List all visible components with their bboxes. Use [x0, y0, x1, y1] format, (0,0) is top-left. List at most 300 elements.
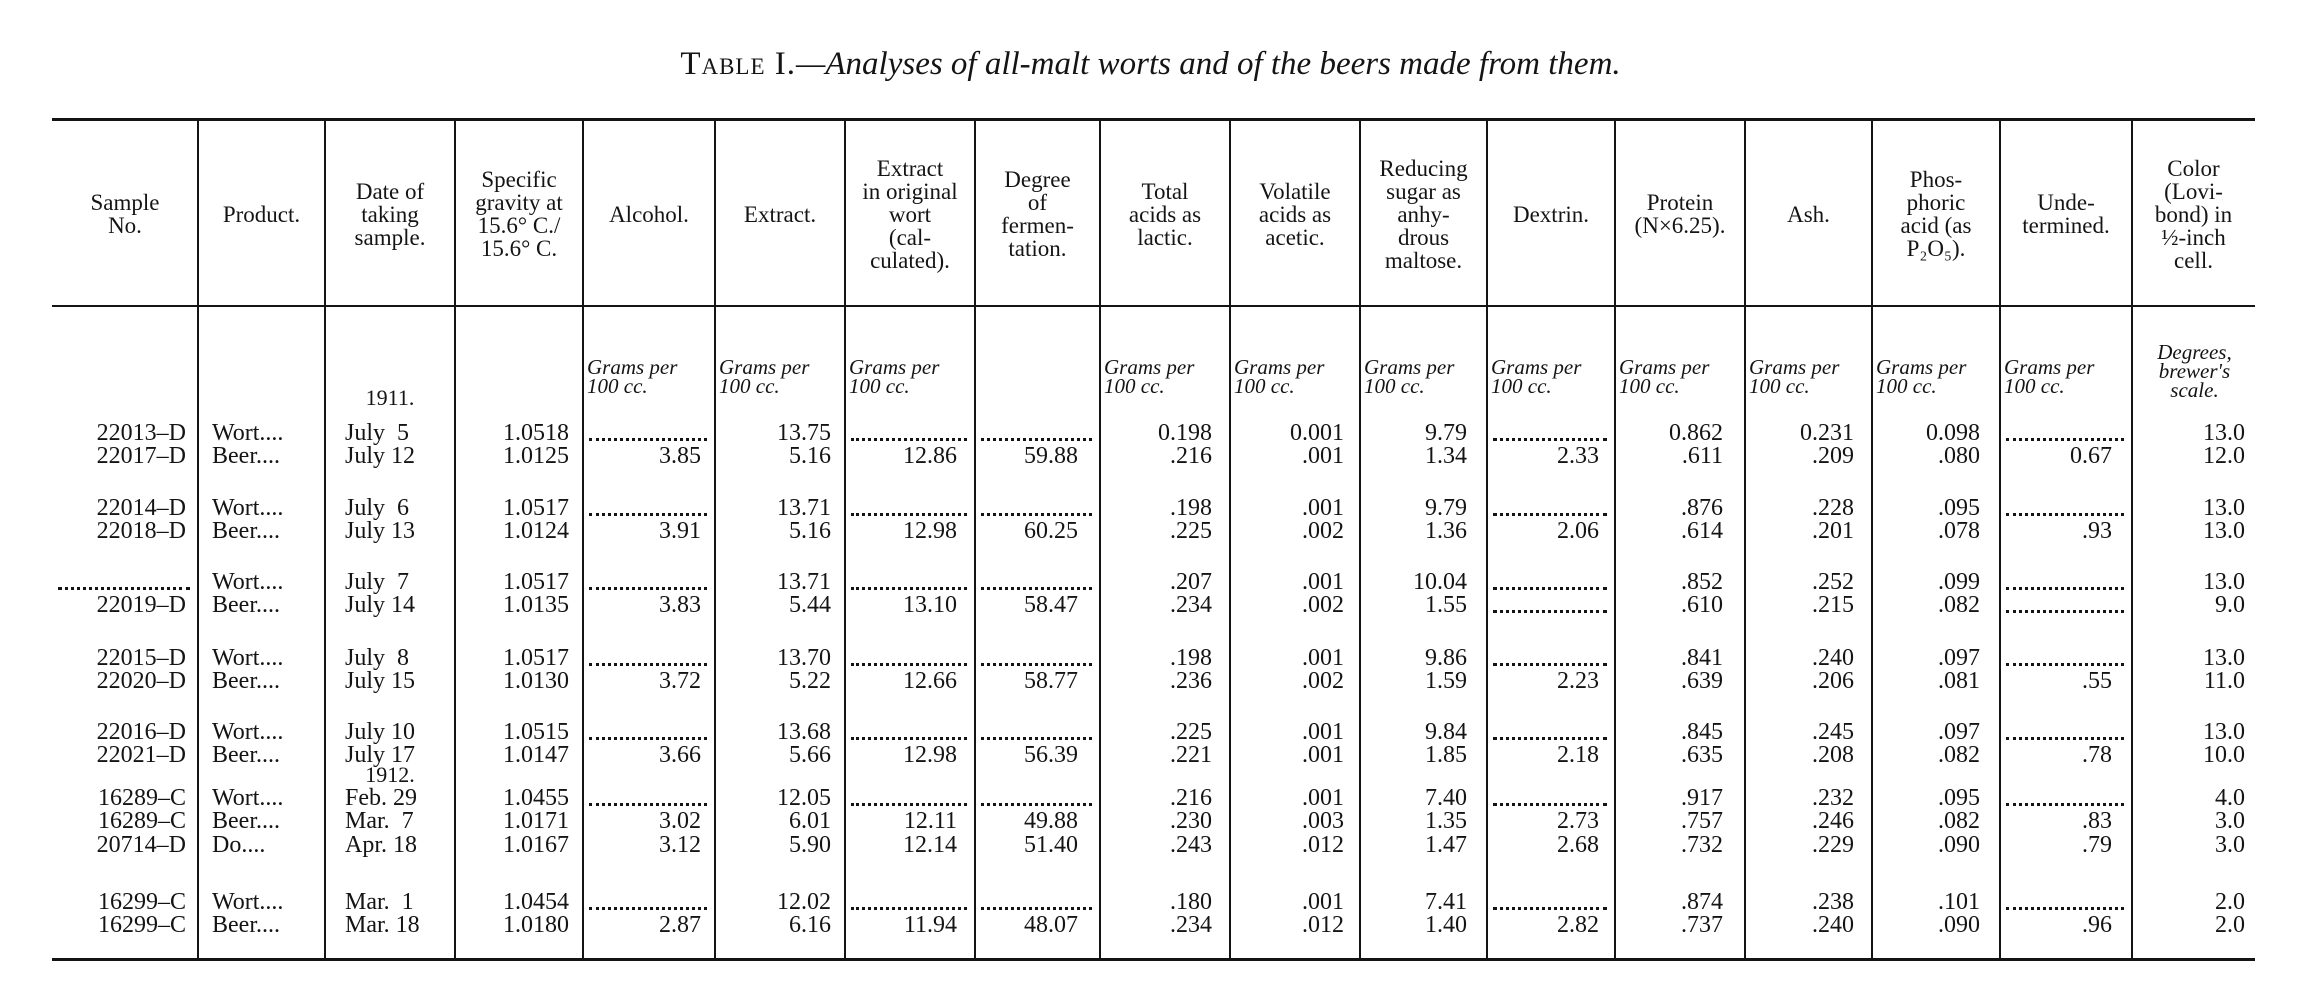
- cell-phosphoric: .097: [1938, 645, 1980, 671]
- cell-phosphoric: .081: [1938, 668, 1980, 694]
- column-header-text: Total acids as lactic.: [1128, 178, 1202, 250]
- cell-date: July 14: [345, 592, 416, 618]
- cell-total_acids: .207: [1170, 569, 1212, 595]
- unit-label-total_acids: Grams per 100 cc.: [1104, 355, 1195, 398]
- table-bottom-rule: [52, 958, 2255, 961]
- column-header-text: Volatile acids as acetic.: [1258, 178, 1332, 250]
- cell-protein: .874: [1681, 889, 1723, 915]
- leader-dots: [851, 907, 967, 910]
- column-header-text: Degree of fermen- tation.: [1001, 167, 1074, 261]
- cell-volatile_acids: .001: [1302, 889, 1344, 915]
- cell-alcohol: 3.72: [659, 668, 701, 694]
- cell-reducing_sugar: 1.34: [1425, 443, 1467, 469]
- cell-date: Apr. 18: [345, 832, 417, 858]
- cell-dextrin: 2.73: [1557, 808, 1599, 834]
- cell-undetermined: .93: [2082, 518, 2112, 544]
- cell-phosphoric: .095: [1938, 495, 1980, 521]
- cell-sample: 22021–D: [96, 742, 186, 768]
- cell-phosphoric: .090: [1938, 912, 1980, 938]
- column-header-text: Unde- termined.: [2022, 190, 2110, 238]
- cell-product: Beer....: [212, 668, 280, 694]
- cell-total_acids: .234: [1170, 592, 1212, 618]
- leader-dots: [1493, 610, 1607, 613]
- leader-dots: [981, 587, 1092, 590]
- cell-ash: .252: [1812, 569, 1854, 595]
- cell-extract: 5.16: [789, 443, 831, 469]
- unit-label-ash: Grams per 100 cc.: [1749, 355, 1840, 398]
- cell-extract: 12.05: [777, 785, 831, 811]
- cell-volatile_acids: .001: [1302, 443, 1344, 469]
- cell-gravity: 1.0455: [503, 785, 569, 811]
- cell-phosphoric: .078: [1938, 518, 1980, 544]
- cell-total_acids: .243: [1170, 832, 1212, 858]
- cell-sample: 22014–D: [96, 495, 186, 521]
- cell-reducing_sugar: 1.36: [1425, 518, 1467, 544]
- cell-undetermined: .55: [2082, 668, 2112, 694]
- cell-protein: .852: [1681, 569, 1723, 595]
- cell-reducing_sugar: 1.55: [1425, 592, 1467, 618]
- column-header-text: Color (Lovi- bond) in ½-inch cell.: [2154, 155, 2233, 273]
- cell-color: 3.0: [2215, 808, 2245, 834]
- cell-total_acids: .221: [1170, 742, 1212, 768]
- cell-extract: 5.16: [789, 518, 831, 544]
- cell-color: 13.0: [2203, 495, 2245, 521]
- cell-protein: .732: [1681, 832, 1723, 858]
- cell-fermentation: 56.39: [1024, 742, 1078, 768]
- cell-product: Beer....: [212, 912, 280, 938]
- cell-volatile_acids: .001: [1302, 785, 1344, 811]
- column-header-ash: [1745, 122, 1872, 306]
- cell-total_acids: .216: [1170, 785, 1212, 811]
- cell-date: July 15: [345, 668, 416, 694]
- cell-phosphoric: .082: [1938, 808, 1980, 834]
- cell-date: July 10: [345, 719, 416, 745]
- leader-dots: [2006, 513, 2124, 516]
- cell-alcohol: 3.83: [659, 592, 701, 618]
- leader-dots: [981, 737, 1092, 740]
- cell-ash: .238: [1812, 889, 1854, 915]
- cell-alcohol: 3.91: [659, 518, 701, 544]
- cell-ash: .240: [1812, 645, 1854, 671]
- table-title: [0, 46, 2301, 83]
- leader-dots: [589, 513, 707, 516]
- leader-dots: [1493, 663, 1607, 666]
- column-header-product: [198, 122, 325, 306]
- cell-product: Wort....: [212, 569, 284, 595]
- cell-date: Mar. 7: [345, 808, 414, 834]
- cell-total_acids: .216: [1170, 443, 1212, 469]
- cell-fermentation: 58.77: [1024, 668, 1078, 694]
- leader-dots: [589, 587, 707, 590]
- cell-alcohol: 3.66: [659, 742, 701, 768]
- unit-label-dextrin: Grams per 100 cc.: [1491, 355, 1582, 398]
- cell-sample: 16289–C: [97, 808, 186, 834]
- cell-phosphoric: .095: [1938, 785, 1980, 811]
- cell-gravity: 1.0515: [503, 719, 569, 745]
- column-header-date: [325, 122, 455, 306]
- leader-dots: [851, 737, 967, 740]
- column-header-text: Alcohol.: [609, 201, 689, 227]
- cell-fermentation: 60.25: [1024, 518, 1078, 544]
- leader-dots: [2006, 803, 2124, 806]
- column-header-fermentation: [975, 122, 1100, 306]
- cell-alcohol: 3.85: [659, 443, 701, 469]
- column-header-reducing_sugar: [1360, 122, 1487, 306]
- cell-product: Wort....: [212, 889, 284, 915]
- leader-dots: [2006, 737, 2124, 740]
- cell-undetermined: .83: [2082, 808, 2112, 834]
- cell-volatile_acids: .001: [1302, 645, 1344, 671]
- cell-phosphoric: .101: [1938, 889, 1980, 915]
- column-header-text: Ash.: [1787, 201, 1830, 227]
- column-header-undetermined: [2000, 122, 2132, 306]
- leader-dots: [851, 438, 967, 441]
- cell-protein: .614: [1681, 518, 1723, 544]
- unit-label-orig_extract: Grams per 100 cc.: [849, 355, 940, 398]
- cell-fermentation: 51.40: [1024, 832, 1078, 858]
- cell-gravity: 1.0454: [503, 889, 569, 915]
- leader-dots: [2006, 663, 2124, 666]
- leader-dots: [1493, 737, 1607, 740]
- cell-alcohol: 2.87: [659, 912, 701, 938]
- cell-orig_extract: 12.14: [903, 832, 957, 858]
- cell-protein: .917: [1681, 785, 1723, 811]
- leader-dots: [981, 438, 1092, 441]
- cell-date: Feb. 29: [345, 785, 417, 811]
- cell-volatile_acids: .002: [1302, 592, 1344, 618]
- cell-ash: .208: [1812, 742, 1854, 768]
- cell-volatile_acids: .001: [1302, 495, 1344, 521]
- cell-sample: 22015–D: [96, 645, 186, 671]
- cell-gravity: 1.0167: [503, 832, 569, 858]
- cell-orig_extract: 11.94: [903, 912, 957, 938]
- leader-dots: [981, 907, 1092, 910]
- leader-dots: [851, 803, 967, 806]
- cell-undetermined: .96: [2082, 912, 2112, 938]
- cell-sample: 16289–C: [97, 785, 186, 811]
- cell-gravity: 1.0517: [503, 569, 569, 595]
- cell-color: 2.0: [2215, 889, 2245, 915]
- cell-total_acids: .225: [1170, 518, 1212, 544]
- cell-reducing_sugar: 10.04: [1413, 569, 1467, 595]
- cell-gravity: 1.0124: [503, 518, 569, 544]
- cell-volatile_acids: .001: [1302, 719, 1344, 745]
- cell-reducing_sugar: 7.41: [1425, 889, 1467, 915]
- cell-sample: 22017–D: [96, 443, 186, 469]
- cell-sample: 16299–C: [97, 889, 186, 915]
- cell-alcohol: 3.02: [659, 808, 701, 834]
- cell-gravity: 1.0171: [503, 808, 569, 834]
- cell-orig_extract: 12.86: [903, 443, 957, 469]
- cell-reducing_sugar: 7.40: [1425, 785, 1467, 811]
- column-header-alcohol: [583, 122, 715, 306]
- cell-protein: .639: [1681, 668, 1723, 694]
- cell-color: 13.0: [2203, 719, 2245, 745]
- cell-reducing_sugar: 1.47: [1425, 832, 1467, 858]
- cell-reducing_sugar: 9.79: [1425, 420, 1467, 446]
- cell-volatile_acids: .002: [1302, 518, 1344, 544]
- cell-extract: 5.66: [789, 742, 831, 768]
- cell-extract: 13.68: [777, 719, 831, 745]
- column-header-dextrin: [1487, 122, 1615, 306]
- cell-extract: 6.16: [789, 912, 831, 938]
- cell-dextrin: 2.68: [1557, 832, 1599, 858]
- cell-phosphoric: .082: [1938, 742, 1980, 768]
- cell-extract: 12.02: [777, 889, 831, 915]
- cell-color: 13.0: [2203, 569, 2245, 595]
- cell-fermentation: 48.07: [1024, 912, 1078, 938]
- cell-total_acids: .198: [1170, 495, 1212, 521]
- leader-dots: [1493, 907, 1607, 910]
- cell-sample: 22018–D: [96, 518, 186, 544]
- cell-ash: .228: [1812, 495, 1854, 521]
- cell-orig_extract: 12.66: [903, 668, 957, 694]
- cell-extract: 6.01: [789, 808, 831, 834]
- unit-label-color: Degrees, brewer's scale.: [2157, 340, 2232, 402]
- column-header-text: Phos- phoric acid (as P₂O₅).: [1900, 167, 1972, 261]
- leader-dots: [2006, 438, 2124, 441]
- cell-sample: 20714–D: [96, 832, 186, 858]
- cell-sample: 22019–D: [96, 592, 186, 618]
- column-header-sample: [52, 122, 198, 306]
- leader-dots: [589, 907, 707, 910]
- leader-dots: [2006, 610, 2124, 613]
- leader-dots: [851, 663, 967, 666]
- cell-undetermined: .78: [2082, 742, 2112, 768]
- cell-ash: .209: [1812, 443, 1854, 469]
- cell-volatile_acids: 0.001: [1290, 420, 1344, 446]
- column-header-text: Sample No.: [90, 190, 160, 238]
- cell-product: Do....: [212, 832, 266, 858]
- cell-ash: .240: [1812, 912, 1854, 938]
- unit-label-alcohol: Grams per 100 cc.: [587, 355, 678, 398]
- cell-undetermined: .79: [2082, 832, 2112, 858]
- leader-dots: [1493, 587, 1607, 590]
- cell-color: 4.0: [2215, 785, 2245, 811]
- cell-protein: .635: [1681, 742, 1723, 768]
- leader-dots: [981, 513, 1092, 516]
- cell-alcohol: 3.12: [659, 832, 701, 858]
- leader-dots: [2006, 587, 2124, 590]
- cell-date: July 7: [345, 569, 410, 595]
- cell-volatile_acids: .002: [1302, 668, 1344, 694]
- cell-reducing_sugar: 1.59: [1425, 668, 1467, 694]
- cell-ash: .201: [1812, 518, 1854, 544]
- column-header-text: Dextrin.: [1512, 201, 1589, 227]
- cell-phosphoric: .080: [1938, 443, 1980, 469]
- cell-extract: 5.22: [789, 668, 831, 694]
- leader-dots: [589, 663, 707, 666]
- cell-undetermined: 0.67: [2070, 443, 2112, 469]
- cell-phosphoric: .097: [1938, 719, 1980, 745]
- cell-date: Mar. 1: [345, 889, 414, 915]
- cell-phosphoric: 0.098: [1926, 420, 1980, 446]
- cell-color: 3.0: [2215, 832, 2245, 858]
- cell-product: Wort....: [212, 420, 284, 446]
- cell-extract: 13.75: [777, 420, 831, 446]
- cell-gravity: 1.0517: [503, 645, 569, 671]
- cell-color: 2.0: [2215, 912, 2245, 938]
- cell-total_acids: .230: [1170, 808, 1212, 834]
- cell-orig_extract: 13.10: [903, 592, 957, 618]
- unit-label-phosphoric: Grams per 100 cc.: [1876, 355, 1967, 398]
- cell-reducing_sugar: 1.40: [1425, 912, 1467, 938]
- cell-product: Beer....: [212, 518, 280, 544]
- cell-protein: .611: [1681, 443, 1723, 469]
- column-header-text: Protein (N×6.25).: [1634, 190, 1726, 238]
- cell-dextrin: 2.33: [1557, 443, 1599, 469]
- cell-protein: .610: [1681, 592, 1723, 618]
- column-header-gravity: [455, 122, 583, 306]
- cell-ash: .232: [1812, 785, 1854, 811]
- cell-volatile_acids: .001: [1302, 742, 1344, 768]
- leader-dots: [58, 587, 190, 590]
- cell-extract: 13.70: [777, 645, 831, 671]
- cell-protein: .876: [1681, 495, 1723, 521]
- cell-color: 10.0: [2203, 742, 2245, 768]
- cell-date: July 12: [345, 443, 416, 469]
- cell-product: Wort....: [212, 719, 284, 745]
- column-header-text: Date of taking sample.: [354, 178, 426, 250]
- leader-dots: [981, 803, 1092, 806]
- leader-dots: [589, 737, 707, 740]
- cell-extract: 13.71: [777, 495, 831, 521]
- cell-date: Mar. 18: [345, 912, 420, 938]
- cell-protein: .757: [1681, 808, 1723, 834]
- table-top-rule: [52, 118, 2255, 121]
- cell-reducing_sugar: 9.86: [1425, 645, 1467, 671]
- cell-orig_extract: 12.11: [903, 808, 957, 834]
- column-header-color: [2132, 122, 2255, 306]
- column-header-text: Specific gravity at 15.6° C./ 15.6° C.: [475, 167, 563, 261]
- cell-color: 13.0: [2203, 518, 2245, 544]
- cell-date: July 17: [345, 742, 416, 768]
- leader-dots: [589, 803, 707, 806]
- column-header-protein: [1615, 122, 1745, 306]
- unit-label-extract: Grams per 100 cc.: [719, 355, 810, 398]
- cell-total_acids: .225: [1170, 719, 1212, 745]
- cell-total_acids: 0.198: [1158, 420, 1212, 446]
- cell-product: Beer....: [212, 443, 280, 469]
- cell-reducing_sugar: 1.35: [1425, 808, 1467, 834]
- cell-date: July 13: [345, 518, 416, 544]
- cell-product: Beer....: [212, 808, 280, 834]
- cell-phosphoric: .099: [1938, 569, 1980, 595]
- leader-dots: [1493, 438, 1607, 441]
- cell-phosphoric: .090: [1938, 832, 1980, 858]
- cell-dextrin: 2.06: [1557, 518, 1599, 544]
- cell-sample: 16299–C: [97, 912, 186, 938]
- cell-date: July 5: [345, 420, 410, 446]
- column-header-text: Product.: [222, 201, 301, 227]
- cell-color: 13.0: [2203, 645, 2245, 671]
- cell-ash: .215: [1812, 592, 1854, 618]
- cell-sample: 22013–D: [96, 420, 186, 446]
- cell-product: Beer....: [212, 742, 280, 768]
- cell-total_acids: .236: [1170, 668, 1212, 694]
- cell-color: 9.0: [2215, 592, 2245, 618]
- cell-dextrin: 2.82: [1557, 912, 1599, 938]
- cell-sample: 22020–D: [96, 668, 186, 694]
- cell-color: 11.0: [2203, 668, 2245, 694]
- table-title-text: —Analyses of all-malt worts and of the beers made from them.: [796, 46, 1621, 82]
- leader-dots: [589, 438, 707, 441]
- cell-color: 13.0: [2203, 420, 2245, 446]
- column-header-extract: [715, 122, 845, 306]
- leader-dots: [851, 513, 967, 516]
- cell-ash: .246: [1812, 808, 1854, 834]
- cell-orig_extract: 12.98: [903, 742, 957, 768]
- column-header-volatile_acids: [1230, 122, 1360, 306]
- cell-phosphoric: .082: [1938, 592, 1980, 618]
- cell-fermentation: 58.47: [1024, 592, 1078, 618]
- unit-label-volatile_acids: Grams per 100 cc.: [1234, 355, 1325, 398]
- cell-date: July 6: [345, 495, 410, 521]
- leader-dots: [1493, 513, 1607, 516]
- cell-protein: 0.862: [1669, 420, 1723, 446]
- cell-product: Beer....: [212, 592, 280, 618]
- column-header-text: Reducing sugar as anhy- drous maltose.: [1379, 155, 1468, 273]
- cell-reducing_sugar: 9.79: [1425, 495, 1467, 521]
- cell-fermentation: 59.88: [1024, 443, 1078, 469]
- cell-total_acids: .234: [1170, 912, 1212, 938]
- cell-fermentation: 49.88: [1024, 808, 1078, 834]
- cell-gravity: 1.0180: [503, 912, 569, 938]
- cell-volatile_acids: .012: [1302, 832, 1344, 858]
- cell-product: Wort....: [212, 495, 284, 521]
- column-header-text: Extract.: [743, 201, 817, 227]
- year-label: 1911.: [365, 385, 415, 410]
- cell-ash: .229: [1812, 832, 1854, 858]
- cell-reducing_sugar: 9.84: [1425, 719, 1467, 745]
- cell-reducing_sugar: 1.85: [1425, 742, 1467, 768]
- cell-total_acids: .198: [1170, 645, 1212, 671]
- unit-label-protein: Grams per 100 cc.: [1619, 355, 1710, 398]
- cell-date: July 8: [345, 645, 410, 671]
- cell-orig_extract: 12.98: [903, 518, 957, 544]
- cell-gravity: 1.0125: [503, 443, 569, 469]
- year-label: 1912.: [365, 762, 415, 787]
- cell-gravity: 1.0147: [503, 742, 569, 768]
- cell-gravity: 1.0135: [503, 592, 569, 618]
- cell-gravity: 1.0518: [503, 420, 569, 446]
- cell-sample: 22016–D: [96, 719, 186, 745]
- cell-volatile_acids: .001: [1302, 569, 1344, 595]
- cell-protein: .737: [1681, 912, 1723, 938]
- leader-dots: [851, 587, 967, 590]
- leader-dots: [981, 663, 1092, 666]
- cell-protein: .841: [1681, 645, 1723, 671]
- leader-dots: [1493, 803, 1607, 806]
- cell-gravity: 1.0517: [503, 495, 569, 521]
- table-title-label: Table I.: [680, 46, 797, 82]
- cell-ash: .245: [1812, 719, 1854, 745]
- cell-extract: 13.71: [777, 569, 831, 595]
- cell-ash: 0.231: [1800, 420, 1854, 446]
- cell-gravity: 1.0130: [503, 668, 569, 694]
- cell-dextrin: 2.23: [1557, 668, 1599, 694]
- cell-volatile_acids: .012: [1302, 912, 1344, 938]
- column-header-total_acids: [1100, 122, 1230, 306]
- cell-product: Wort....: [212, 785, 284, 811]
- leader-dots: [2006, 907, 2124, 910]
- column-header-text: Extract in original wort (cal- culated).: [862, 155, 958, 273]
- cell-volatile_acids: .003: [1302, 808, 1344, 834]
- cell-ash: .206: [1812, 668, 1854, 694]
- cell-protein: .845: [1681, 719, 1723, 745]
- cell-dextrin: 2.18: [1557, 742, 1599, 768]
- cell-product: Wort....: [212, 645, 284, 671]
